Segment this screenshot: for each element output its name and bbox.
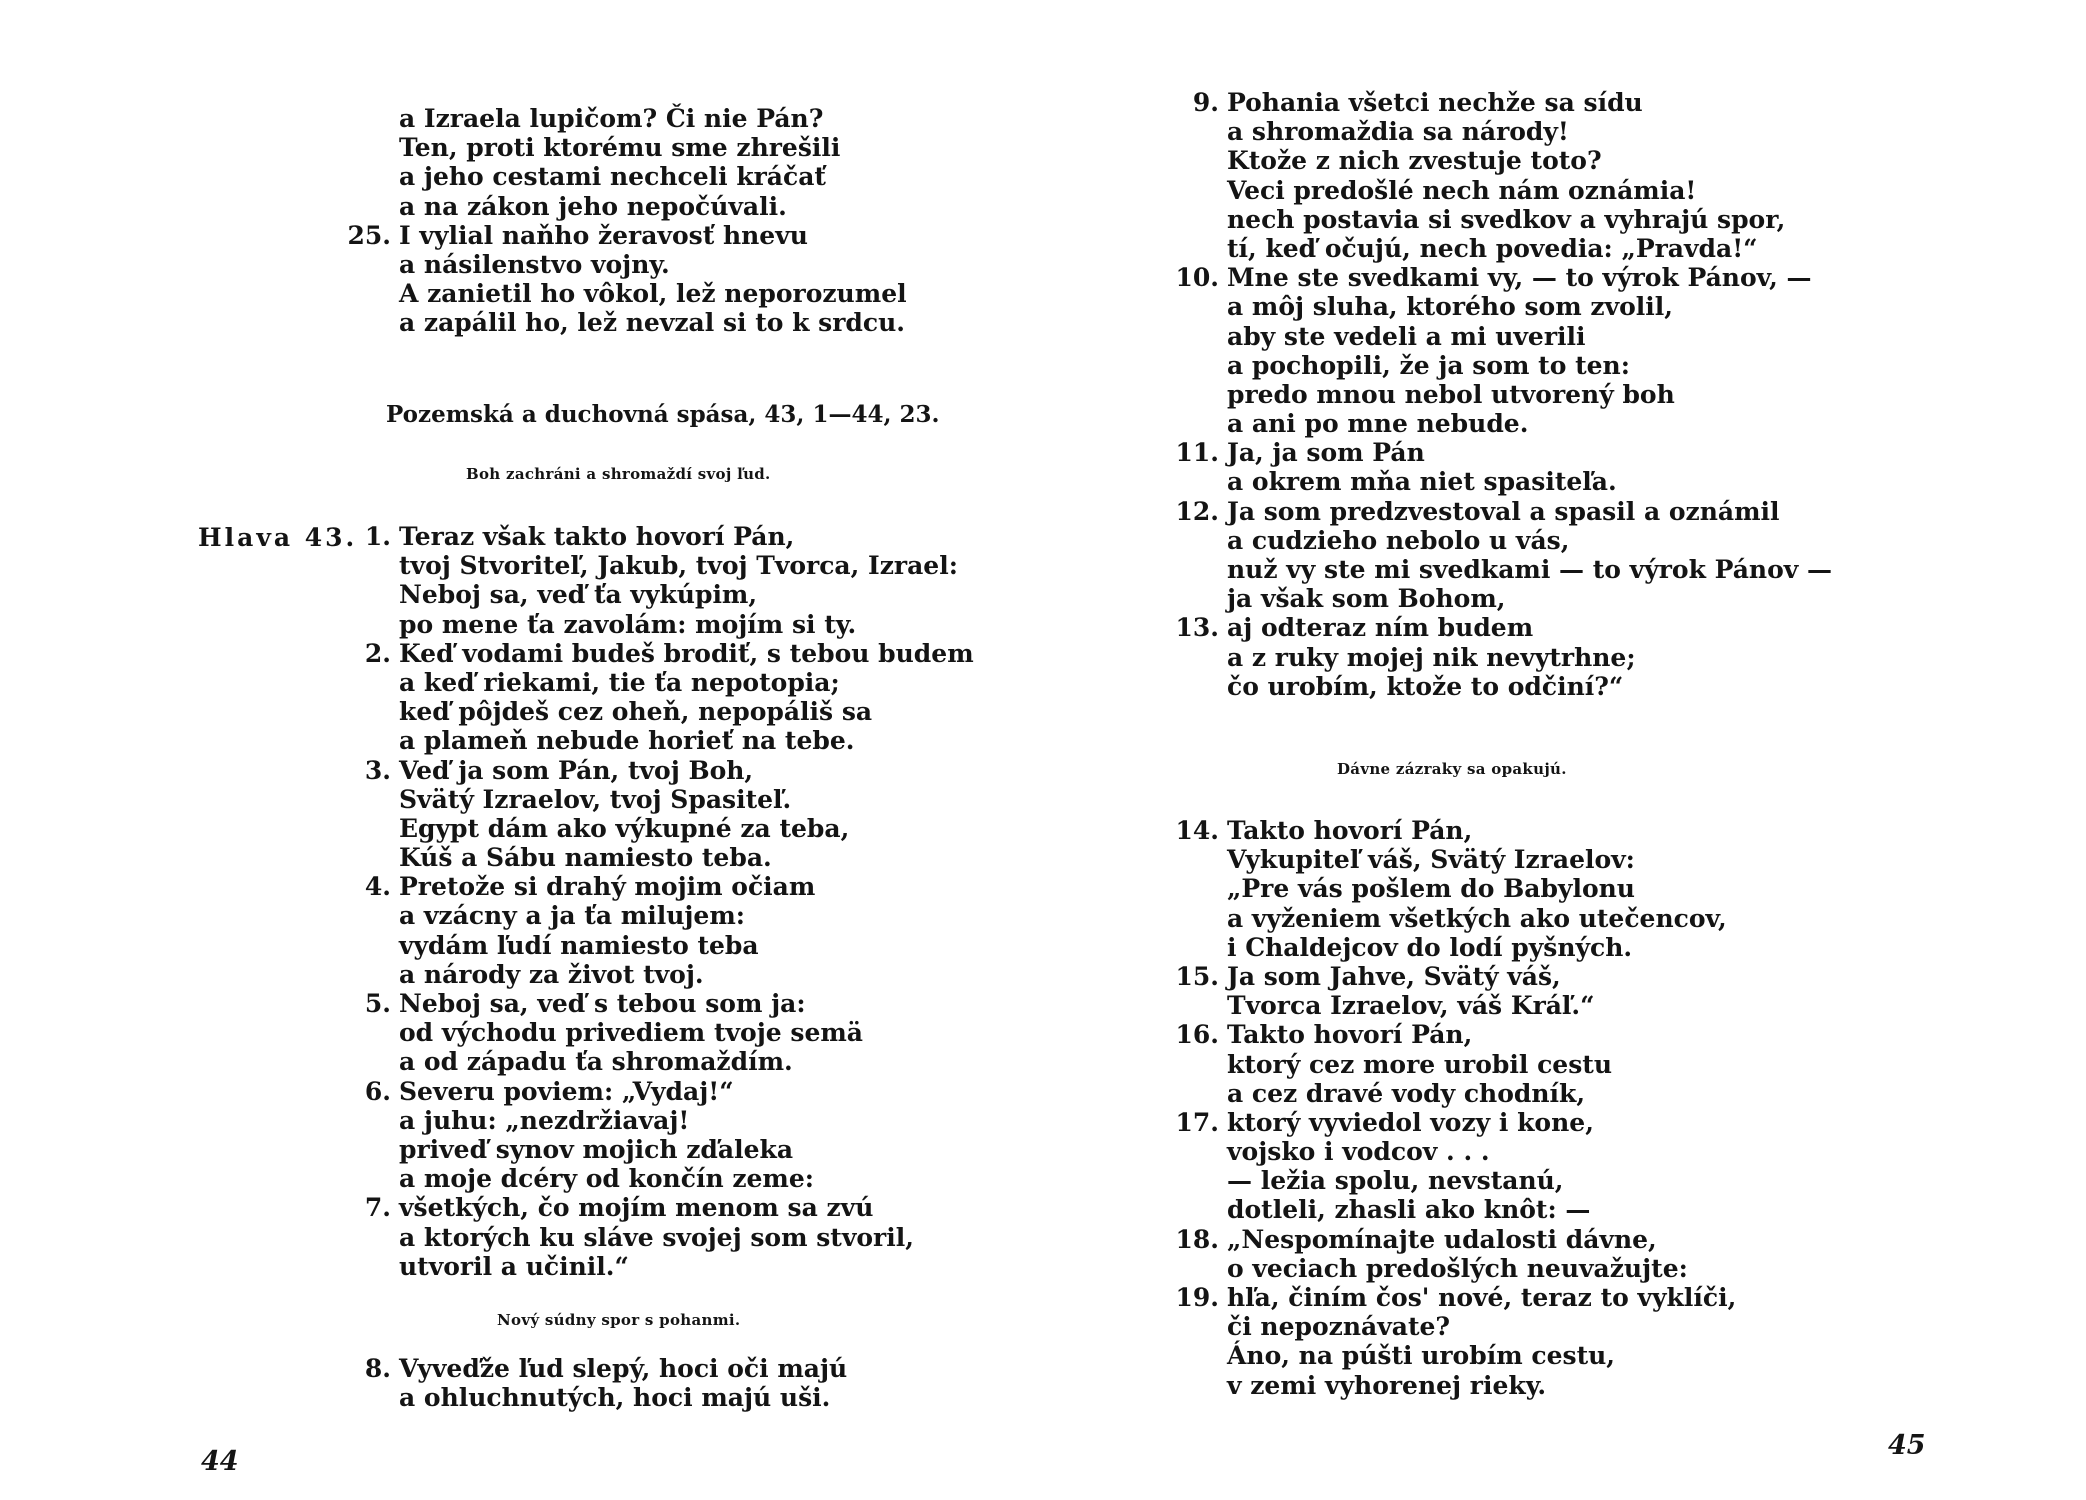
verse-line xyxy=(1227,1312,1736,1341)
verse-text: a vyženiem všetkých ako utečencov, xyxy=(1227,903,1727,933)
verse-line xyxy=(1227,322,1832,351)
verse-line xyxy=(364,522,974,551)
verse-text: Svätý Izraelov, tvoj Spasiteľ. xyxy=(399,784,792,814)
verse-text: a národy za život tvoj. xyxy=(399,959,704,989)
section-title: Pozemská a duchovná spása, 43, 1—44, 23. xyxy=(386,401,940,428)
verse-text: od východu privediem tvoje semä xyxy=(399,1018,864,1048)
page-number-left: 44 xyxy=(201,1446,239,1477)
verse-text: I vylial naňho žeravosť hnevu xyxy=(399,220,808,250)
verse-text: predo mnou nebol utvorený boh xyxy=(1227,379,1675,409)
verse-number: 10. xyxy=(1175,263,1219,293)
verse-line xyxy=(1227,1371,1736,1400)
verse-line xyxy=(399,104,907,133)
verse-number: 12. xyxy=(1175,496,1219,526)
verse-line xyxy=(1227,292,1832,321)
verse-line xyxy=(399,785,974,814)
verse-line xyxy=(1175,961,1736,991)
verse-number: 14. xyxy=(1175,816,1219,845)
verse-text: a jeho cestami nechceli kráčať xyxy=(399,162,826,192)
verse-number: 4. xyxy=(364,872,391,902)
verse-line xyxy=(1227,1341,1736,1370)
verse-line xyxy=(399,162,907,191)
verse-line xyxy=(1227,117,1832,146)
verse-text: aj odteraz ním budem xyxy=(1227,613,1534,643)
verse-line xyxy=(399,1252,974,1281)
verse-text: keď pôjdeš cez oheň, nepopáliš sa xyxy=(399,697,873,727)
verse-number: 8. xyxy=(364,1354,391,1383)
left-main-verses xyxy=(364,522,974,1281)
verse-text: o veciach predošlých neuvažujte: xyxy=(1227,1253,1688,1283)
verse-line xyxy=(399,668,974,697)
verse-text: Ktože z nich zvestuje toto? xyxy=(1227,146,1602,176)
verse-line xyxy=(1227,1254,1736,1283)
verse-text: Tvorca Izraelov, váš Kráľ.“ xyxy=(1227,991,1595,1021)
verse-text: a shromaždia sa národy! xyxy=(1227,117,1569,147)
verse-text: A zanietil ho vôkol, lež neporozumel xyxy=(399,279,907,309)
verse-text: Ten, proti ktorému sme zhrešili xyxy=(399,133,841,163)
verse-text: a môj sluha, ktorého som zvolil, xyxy=(1227,292,1673,322)
verse-line xyxy=(1227,146,1832,175)
verse-line xyxy=(364,1193,974,1223)
verse-text: Veď ja som Pán, tvoj Boh, xyxy=(399,755,754,785)
verse-line xyxy=(399,901,974,930)
verse-line xyxy=(399,250,907,279)
verse-text: vojsko i vodcov . . . xyxy=(1227,1137,1490,1167)
verse-line xyxy=(399,843,974,872)
verse-text: a plameň nebude horieť na tebe. xyxy=(399,726,855,756)
verse-line xyxy=(1175,263,1832,293)
verse-text: Vykupiteľ váš, Svätý Izraelov: xyxy=(1227,845,1635,875)
chapter-label: Hlava 43. xyxy=(198,523,358,552)
verse-text: Teraz však takto hovorí Pán, xyxy=(399,522,795,551)
verse-line xyxy=(1227,991,1736,1020)
verse-text: a keď riekami, tie ťa nepotopia; xyxy=(399,667,840,697)
verse-text: a od západu ťa shromaždím. xyxy=(399,1047,793,1077)
verse-number: 13. xyxy=(1175,613,1219,643)
verse-text: aby ste vedeli a mi uverili xyxy=(1227,321,1586,351)
page-number-right: 45 xyxy=(1888,1430,1926,1461)
verse-number: 5. xyxy=(364,989,391,1018)
verse-line xyxy=(1227,526,1832,555)
verse-text: priveď synov mojich zďaleka xyxy=(399,1134,794,1164)
verse-line xyxy=(1227,643,1832,672)
verse-text: tvoj Stvoriteľ, Jakub, tvoj Tvorca, Izrael: xyxy=(399,551,958,581)
verse-text: a moje dcéry od končín zeme: xyxy=(399,1164,815,1194)
verse-line xyxy=(399,1223,974,1252)
verse-text: a cez dravé vody chodník, xyxy=(1227,1078,1586,1108)
verse-text: Vyveďže ľud slepý, hoci oči majú xyxy=(399,1354,848,1383)
verse-line xyxy=(399,308,907,337)
verse-text: a z ruky mojej nik nevytrhne; xyxy=(1227,642,1636,672)
verse-text: Ja, ja som Pán xyxy=(1227,438,1425,468)
verse-line xyxy=(399,192,907,221)
verse-line xyxy=(1175,1224,1736,1254)
verse-text: tí, keď očujú, nech povedia: „Pravda!“ xyxy=(1227,233,1758,263)
verse-number: 3. xyxy=(364,755,391,785)
verse-text: hľa, činím čos' nové, teraz to vyklíči, xyxy=(1227,1283,1737,1312)
verse-line xyxy=(1227,584,1832,613)
verse-text: Ja som predzvestoval a spasil a oznámil xyxy=(1227,496,1780,526)
verse-line xyxy=(1227,672,1832,701)
verse-line xyxy=(1175,496,1832,526)
verse-text: Ja som Jahve, Svätý váš, xyxy=(1227,961,1561,991)
verse-line xyxy=(1227,1195,1736,1224)
verse-line xyxy=(1175,1020,1736,1050)
verse-text: Takto hovorí Pán, xyxy=(1227,1020,1473,1050)
verse-text: Áno, na púšti urobím cestu, xyxy=(1227,1341,1616,1371)
verse-line xyxy=(1227,1079,1736,1108)
left-bottom-verses xyxy=(364,1354,848,1413)
verse-text: Kúš a Sábu namiesto teba. xyxy=(399,843,772,873)
verse-text: — ležia spolu, nevstanú, xyxy=(1227,1166,1564,1196)
verse-text: a ani po mne nebude. xyxy=(1227,409,1529,439)
verse-line xyxy=(399,551,974,580)
verse-line xyxy=(399,814,974,843)
verse-line xyxy=(364,989,974,1018)
verse-text: nech postavia si svedkov a vyhrajú spor, xyxy=(1227,204,1786,234)
verse-text: Egypt dám ako výkupné za teba, xyxy=(399,813,850,843)
verse-line xyxy=(1175,816,1736,845)
verse-text: Pohania všetci nechže sa sídu xyxy=(1227,88,1643,117)
verse-text: Keď vodami budeš brodiť, s tebou budem xyxy=(399,638,974,668)
verse-number: 6. xyxy=(364,1076,391,1106)
verse-line xyxy=(1227,205,1832,234)
verse-text: Neboj sa, veď s tebou som ja: xyxy=(399,989,806,1018)
verse-line xyxy=(1227,351,1832,380)
verse-line xyxy=(1227,1050,1736,1079)
verse-line xyxy=(364,755,974,785)
verse-number: 19. xyxy=(1175,1283,1219,1312)
verse-line xyxy=(364,638,974,668)
verse-text: Severu poviem: „Vydaj!“ xyxy=(399,1076,734,1106)
subtitle-davne-zazraky: Dávne zázraky sa opakujú. xyxy=(1337,760,1567,778)
verse-line xyxy=(399,1383,847,1412)
verse-line xyxy=(399,1135,974,1164)
verse-text: či nepoznávate? xyxy=(1227,1312,1451,1342)
verse-line xyxy=(399,960,974,989)
subtitle-boh-zachrani: Boh zachráni a shromaždí svoj ľud. xyxy=(466,465,771,483)
verse-line xyxy=(1227,904,1736,933)
verse-line xyxy=(1175,438,1832,468)
verse-text: i Chaldejcov do lodí pyšných. xyxy=(1227,932,1633,962)
right-top-verses xyxy=(1175,88,1833,701)
verse-line xyxy=(1227,845,1736,874)
verse-text: a na zákon jeho nepočúvali. xyxy=(399,191,787,221)
verse-line xyxy=(1175,1283,1737,1312)
verse-line xyxy=(399,610,974,639)
right-page xyxy=(1043,0,2086,1500)
verse-text: Mne ste svedkami vy, — to výrok Pánov, — xyxy=(1227,263,1812,293)
verse-number: 2. xyxy=(364,638,391,668)
verse-text: ktorý vyviedol vozy i kone, xyxy=(1227,1107,1594,1137)
verse-line xyxy=(399,279,907,308)
verse-number: 18. xyxy=(1175,1224,1219,1254)
verse-line xyxy=(399,1018,974,1047)
verse-line xyxy=(399,580,974,609)
verse-text: a zapálil ho, lež nevzal si to k srdcu. xyxy=(399,308,905,338)
verse-line xyxy=(399,1164,974,1193)
verse-line xyxy=(1227,1166,1736,1195)
verse-line xyxy=(1227,933,1736,962)
verse-text: Veci predošlé nech nám oznámia! xyxy=(1227,175,1697,205)
verse-line xyxy=(364,1354,848,1383)
verse-text: ktorý cez more urobil cestu xyxy=(1227,1049,1613,1079)
verse-number: 9. xyxy=(1192,88,1219,117)
verse-line xyxy=(1227,467,1832,496)
verse-text: ja však som Bohom, xyxy=(1227,584,1506,614)
verse-number: 7. xyxy=(364,1193,391,1223)
verse-text: a okrem mňa niet spasiteľa. xyxy=(1227,467,1617,497)
verse-line xyxy=(399,726,974,755)
verse-text: dotleli, zhasli ako knôt: — xyxy=(1227,1195,1591,1225)
verse-text: a juhu: „nezdržiavaj! xyxy=(399,1105,690,1135)
verse-text: a ktorých ku sláve svojej som stvoril, xyxy=(399,1222,914,1252)
verse-line xyxy=(364,872,974,902)
verse-text: „Nespomínajte udalosti dávne, xyxy=(1227,1224,1657,1254)
verse-number: 17. xyxy=(1175,1107,1219,1137)
verse-text: Neboj sa, veď ťa vykúpim, xyxy=(399,580,758,610)
verse-line xyxy=(1227,176,1832,205)
verse-line xyxy=(1227,874,1736,903)
verse-line xyxy=(1227,409,1832,438)
verse-number: 11. xyxy=(1175,438,1219,468)
verse-text: „Pre vás pošlem do Babylonu xyxy=(1227,874,1635,904)
verse-text: a Izraela lupičom? Či nie Pán? xyxy=(399,104,824,133)
verse-text: po mene ťa zavolám: mojím si ty. xyxy=(399,609,857,639)
verse-number: 25. xyxy=(347,220,391,250)
verse-number: 1. xyxy=(364,522,391,551)
verse-text: vydám ľudí namiesto teba xyxy=(399,930,759,960)
verse-text: a násilenstvo vojny. xyxy=(399,249,670,279)
verse-number: 15. xyxy=(1175,961,1219,991)
verse-line xyxy=(399,133,907,162)
verse-text: utvoril a učinil.“ xyxy=(399,1251,629,1281)
verse-text: a cudzieho nebolo u vás, xyxy=(1227,525,1570,555)
right-bottom-verses xyxy=(1175,816,1737,1400)
verse-line xyxy=(399,1047,974,1076)
verse-line xyxy=(399,931,974,960)
verse-line xyxy=(1227,555,1832,584)
verse-line xyxy=(347,220,907,250)
subtitle-novy-sudny-spor: Nový súdny spor s pohanmi. xyxy=(497,1311,741,1329)
verse-text: Takto hovorí Pán, xyxy=(1227,816,1473,845)
verse-text: a pochopili, že ja som to ten: xyxy=(1227,350,1630,380)
verse-line xyxy=(1227,234,1832,263)
verse-line xyxy=(1192,88,1832,117)
verse-line xyxy=(364,1076,974,1106)
verse-text: a vzácny a ja ťa milujem: xyxy=(399,901,746,931)
left-top-verses xyxy=(347,104,907,338)
verse-line xyxy=(399,697,974,726)
verse-number: 16. xyxy=(1175,1020,1219,1050)
verse-line xyxy=(1227,1137,1736,1166)
verse-line xyxy=(1175,613,1832,643)
verse-text: nuž vy ste mi svedkami — to výrok Pánov — xyxy=(1227,555,1833,584)
verse-line xyxy=(1175,1107,1736,1137)
verse-text: v zemi vyhorenej rieky. xyxy=(1227,1370,1547,1400)
verse-line xyxy=(1227,380,1832,409)
verse-text: čo urobím, ktože to odčiní?“ xyxy=(1227,671,1624,701)
verse-text: všetkých, čo mojím menom sa zvú xyxy=(399,1193,874,1223)
verse-text: Pretože si drahý mojim očiam xyxy=(399,872,816,902)
verse-text: a ohluchnutých, hoci majú uši. xyxy=(399,1383,831,1413)
verse-line xyxy=(399,1106,974,1135)
